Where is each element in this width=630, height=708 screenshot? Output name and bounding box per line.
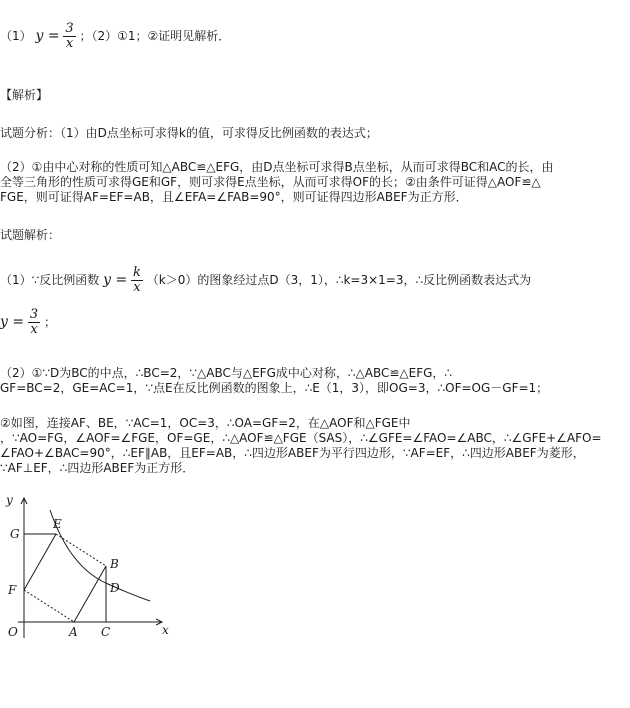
solution-part1-result bbox=[0, 308, 56, 337]
solution-title: 试题解析： bbox=[0, 228, 61, 242]
solution-result-y-variable: y = bbox=[0, 314, 25, 330]
solution-part1-prefix: （1）∵反比例函数 bbox=[0, 273, 100, 287]
solution-part3-line-4: ∵AF⊥EF，∴四边形ABEF为正方形． bbox=[0, 461, 195, 475]
solution-part3-line-2: ，∵AO=FG，∠AOF=∠FGE，OF=GE，∴△AOF≌△FGE（SAS），∴∠GFE=∠FAO=∠ABC，∴∠GFE+∠AFO= bbox=[0, 431, 602, 445]
solution-part3-line-1: ②如图，连接AF、BE，∵AC=1，OC=3，∴OA=GF=2，在△AOF和△FGE中 bbox=[0, 416, 411, 430]
solution-part3-line-3: ∠FAO+∠BAC=90°，∴EF∥AB，且EF=AB，∴四边形ABEF为平行四边形，∵AF=EF，∴四边形ABEF为菱形， bbox=[0, 446, 585, 460]
section-heading: 【解析】 bbox=[0, 88, 49, 102]
solution-part1-y-variable: y = bbox=[103, 272, 128, 288]
answer-part1-label: （1） bbox=[0, 29, 32, 43]
analysis-paragraph-line-1: （2）①由中心对称的性质可知△ABC≌△EFG，由D点坐标可求得B点坐标，从而可求得BC和AC的长，由 bbox=[0, 160, 554, 174]
label-A: A bbox=[69, 625, 78, 639]
hyperbola-curve bbox=[50, 510, 150, 601]
analysis-paragraph-line-2: 全等三角形的性质可求得GE和GF，则可求得E点坐标，从而可求得OF的长；②由条件可证得△AOF≌△ bbox=[0, 175, 541, 189]
solution-result-fraction bbox=[28, 308, 40, 337]
label-G: G bbox=[10, 527, 20, 541]
geometry-figure bbox=[0, 488, 180, 653]
solution-part1-line bbox=[0, 266, 531, 295]
answer-fraction-denominator: x bbox=[65, 36, 74, 51]
label-x: x bbox=[162, 623, 169, 637]
analysis-paragraph-line-3: FGE，则可证得AF=EF=AB，且∠EFA=∠FAB=90°，则可证得四边形ABEF为正方形． bbox=[0, 190, 468, 204]
segment-EB-dashed bbox=[56, 534, 106, 566]
solution-result-fraction-denominator: x bbox=[30, 322, 38, 337]
answer-line bbox=[0, 22, 230, 51]
label-O: O bbox=[8, 625, 18, 639]
solution-result-fraction-numerator: 3 bbox=[29, 307, 39, 322]
label-E: E bbox=[53, 517, 62, 531]
label-D: D bbox=[110, 581, 120, 595]
solution-result-suffix: ； bbox=[44, 315, 57, 329]
answer-fraction bbox=[63, 22, 75, 51]
answer-y-variable: y = bbox=[35, 28, 60, 44]
solution-part1-fraction-numerator: k bbox=[133, 265, 141, 280]
solution-part1-suffix: （k＞0）的图象经过点D（3，1），∴k=3×1=3，∴反比例函数表达式为 bbox=[146, 273, 532, 287]
answer-suffix: ；（2）①1；②证明见解析． bbox=[79, 29, 231, 43]
segment-FA-dashed bbox=[24, 590, 74, 622]
solution-part1-fraction-denominator: x bbox=[133, 280, 141, 295]
answer-fraction-numerator: 3 bbox=[65, 21, 74, 36]
solution-part2-line-2: GF=BC=2，GE=AC=1，∵点E在反比例函数的图象上，∴E（1，3），即OG=3，∴OF=OG－GF=1； bbox=[0, 381, 549, 395]
label-C: C bbox=[101, 625, 111, 639]
segment-AB bbox=[74, 566, 106, 622]
analysis-title: 试题分析：（1）由D点坐标可求得k的值，可求得反比例函数的表达式； bbox=[0, 126, 378, 140]
solution-part1-fraction bbox=[131, 266, 143, 295]
label-y: y bbox=[6, 493, 13, 507]
label-B: B bbox=[110, 557, 119, 571]
solution-part2-line-1: （2）①∵D为BC的中点，∴BC=2，∵△ABC与△EFG成中心对称，∴△ABC≌△EFG，∴ bbox=[0, 366, 453, 380]
label-F: F bbox=[8, 583, 17, 597]
segment-FE bbox=[24, 534, 56, 590]
